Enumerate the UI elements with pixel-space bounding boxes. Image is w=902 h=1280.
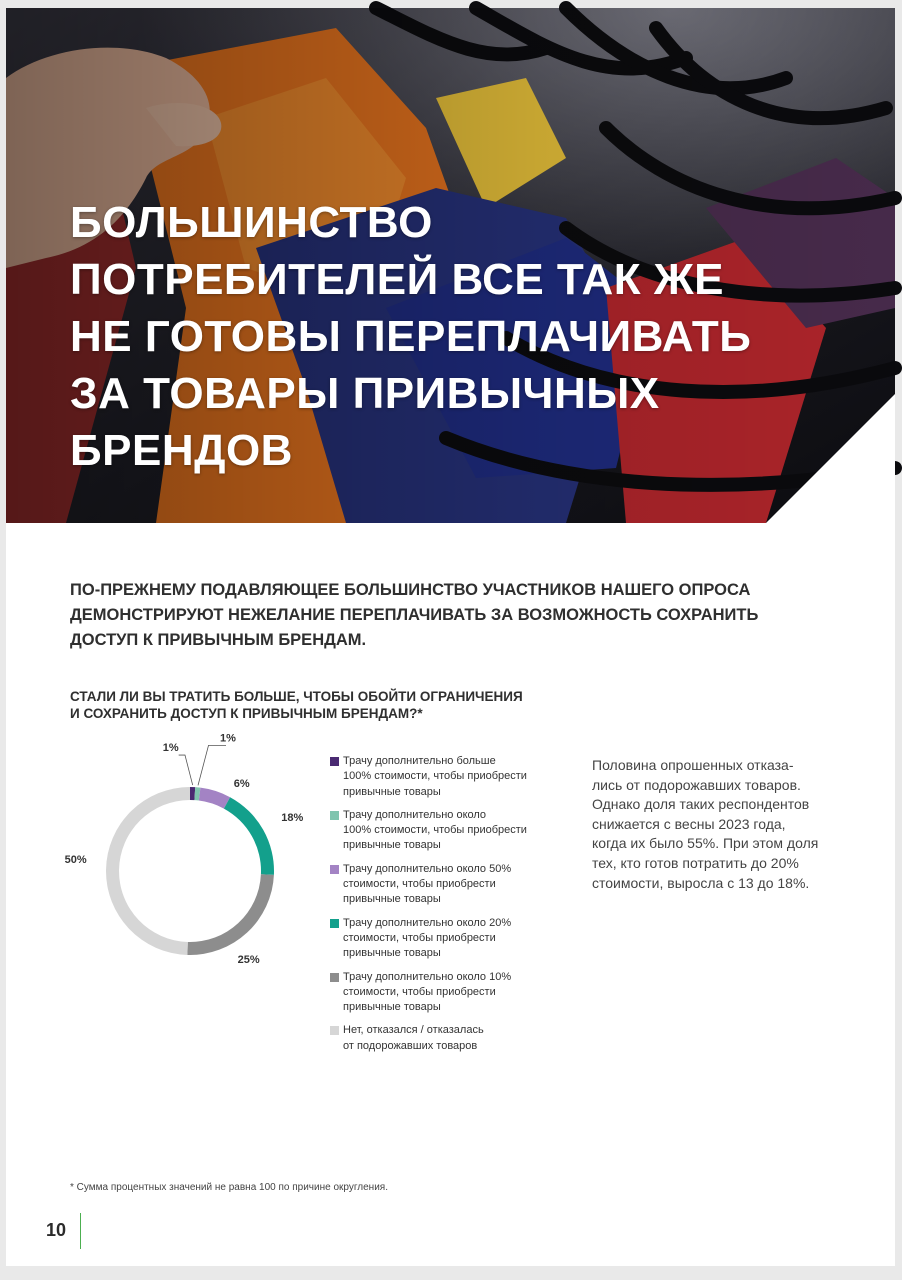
chart-legend bbox=[330, 754, 550, 1062]
slice-value-label: 6% bbox=[233, 778, 250, 791]
legend-label bbox=[343, 754, 550, 800]
legend-item bbox=[330, 862, 550, 908]
slice-value-label: 18% bbox=[281, 812, 304, 825]
legend-label bbox=[343, 970, 550, 1016]
legend-item bbox=[330, 970, 550, 1016]
side-text-line: снижается с весны 2023 года, bbox=[592, 815, 786, 832]
legend-item bbox=[330, 916, 550, 962]
side-text-line: Половина опрошенных отказа- bbox=[592, 757, 794, 773]
hero-title-line: БРЕНДОВ bbox=[70, 426, 293, 475]
hero-title-line: НЕ ГОТОВЫ ПЕРЕПЛАЧИВАТЬ bbox=[70, 312, 752, 361]
legend-label-line: 100% стоимости, чтобы приобрести bbox=[343, 824, 527, 837]
legend-label bbox=[343, 808, 550, 854]
lead-line: ПО-ПРЕЖНЕМУ ПОДАВЛЯЮЩЕЕ БОЛЬШИНСТВО УЧАСТНИКОВ НАШЕГО ОПРОСА bbox=[70, 581, 751, 599]
hero-title-line: ПОТРЕБИТЕЛЕЙ ВСЕ ТАК ЖЕ bbox=[70, 255, 724, 304]
legend-swatch bbox=[330, 811, 339, 820]
side-commentary bbox=[592, 756, 842, 893]
legend-label-line: стоимости, чтобы приобрести bbox=[343, 931, 496, 944]
question-line: И СОХРАНИТЬ ДОСТУП К ПРИВЫЧНЫМ БРЕНДАМ?* bbox=[70, 706, 423, 721]
page-number: 10 bbox=[46, 1220, 67, 1240]
slice-value-label: 25% bbox=[237, 953, 260, 966]
legend-swatch bbox=[330, 1026, 339, 1035]
side-text-line: тех, кто готов потратить до 20% bbox=[592, 854, 799, 871]
legend-label-line: Трачу дополнительно около bbox=[343, 808, 487, 821]
slice-leader-line bbox=[179, 755, 193, 785]
slice-value-label: 1% bbox=[220, 732, 236, 745]
page-number-divider bbox=[80, 1213, 81, 1249]
legend-item bbox=[330, 754, 550, 800]
legend-label-line: Нет, отказался / отказалась bbox=[343, 1024, 484, 1037]
slice-leader-line bbox=[198, 745, 226, 785]
legend-label-line: Трачу дополнительно около 50% bbox=[343, 862, 512, 875]
legend-label bbox=[343, 1023, 550, 1054]
legend-swatch bbox=[330, 919, 339, 928]
legend-item bbox=[330, 1023, 550, 1054]
side-text-line: когда их было 55%. При этом доля bbox=[592, 835, 819, 852]
donut-slice bbox=[190, 787, 195, 800]
legend-label-line: привычные товары bbox=[343, 1001, 441, 1014]
legend-swatch bbox=[330, 973, 339, 982]
hero-banner bbox=[6, 8, 895, 523]
side-text-line: стоимости, выросла с 13 до 18%. bbox=[592, 874, 810, 891]
hero-title bbox=[70, 194, 830, 479]
legend-label-line: привычные товары bbox=[343, 947, 441, 960]
legend-swatch bbox=[330, 757, 339, 766]
report-page bbox=[6, 8, 895, 1266]
donut-center bbox=[119, 800, 261, 942]
legend-label bbox=[343, 862, 550, 908]
legend-swatch bbox=[330, 865, 339, 874]
legend-label-line: привычные товары bbox=[343, 785, 441, 798]
slice-value-label: 50% bbox=[64, 854, 87, 867]
legend-label-line: Трачу дополнительно больше bbox=[343, 755, 496, 767]
lead-paragraph bbox=[70, 578, 840, 653]
donut-chart bbox=[64, 732, 310, 990]
legend-label-line: привычные товары bbox=[343, 893, 441, 906]
legend-label-line: Трачу дополнительно около 20% bbox=[343, 916, 512, 929]
side-text-line: лись от подорожавших товаров. bbox=[592, 776, 801, 793]
lead-line: ДОСТУП К ПРИВЫЧНЫМ БРЕНДАМ. bbox=[70, 631, 367, 649]
legend-item bbox=[330, 808, 550, 854]
legend-label bbox=[343, 916, 550, 962]
slice-value-label: 1% bbox=[162, 742, 179, 755]
legend-label-line: стоимости, чтобы приобрести bbox=[343, 878, 496, 891]
chart-question-title bbox=[70, 688, 630, 722]
legend-label-line: от подорожавших товаров bbox=[343, 1039, 478, 1052]
hero-title-line: ЗА ТОВАРЫ ПРИВЫЧНЫХ bbox=[70, 369, 660, 418]
side-text-line: Однако доля таких респондентов bbox=[592, 796, 810, 813]
footnote: * Сумма процентных значений не равна 100 по причине округления. bbox=[70, 1182, 388, 1193]
lead-line: ДЕМОНСТРИРУЮТ НЕЖЕЛАНИЕ ПЕРЕПЛАЧИВАТЬ ЗА ВОЗМОЖНОСТЬ СОХРАНИТЬ bbox=[70, 606, 759, 624]
question-line: СТАЛИ ЛИ ВЫ ТРАТИТЬ БОЛЬШЕ, ЧТОБЫ ОБОЙТИ ОГРАНИЧЕНИЯ bbox=[70, 689, 523, 704]
hero-title-line: БОЛЬШИНСТВО bbox=[70, 198, 433, 247]
legend-label-line: 100% стоимости, чтобы приобрести bbox=[343, 770, 527, 783]
legend-label-line: привычные товары bbox=[343, 839, 441, 852]
legend-label-line: стоимости, чтобы приобрести bbox=[343, 985, 496, 998]
legend-label-line: Трачу дополнительно около 10% bbox=[343, 970, 512, 983]
